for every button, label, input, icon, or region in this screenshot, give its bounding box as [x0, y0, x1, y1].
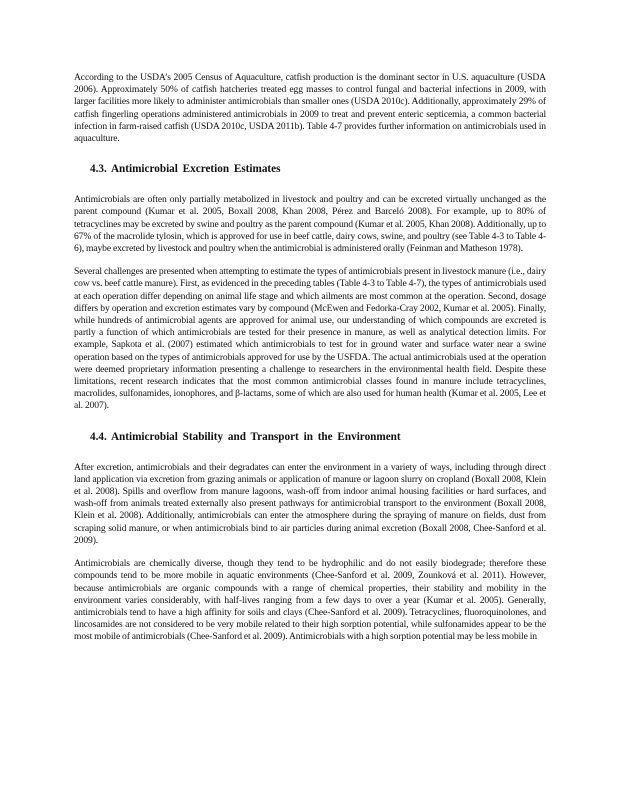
- document-body: [74, 72, 546, 644]
- paragraph-excretion-metabolism: Antimicrobials are often only partially metabolized in livestock and poultry and can be excreted virtually unchanged as the parent compound (Kumar et al. 2005, Boxall 2008, Khan 2008, Pérez and Barceló 2008). For example, up to 80% of tetracyclines may be excreted by swine and poultry as the parent compound (Kumar et al. 2005, Khan 2008). Additionally, up to 67% of the macrolide tylosin, which is approved for use in beef cattle, dairy cows, swine, and poultry (see Table 4-3 to Table 4-6), maybe excreted by livestock and poultry when the antimicrobial is administered orally (Feinman and Matheson 1978).: [74, 194, 546, 255]
- paragraph-transport-pathways: After excretion, antimicrobials and their degradates can enter the environment in a variety of ways, including through direct land application via excretion from grazing animals or application of manure or lagoon slurry on cropland (Boxall 2008, Klein et al. 2008). Spills and overflow from manure lagoons, wash-off from indoor animal housing facilities or hard surfaces, and wash-off from animals treated externally also present pathways for antimicrobial transport to the environment (Boxall 2008, Klein et al. 2008). Additionally, antimicrobials can enter the atmosphere during the spraying of manure on fields, dust from scraping solid manure, or when antimicrobials bind to air particles during animal excretion (Boxall 2008, Chee-Sanford et al. 2009).: [74, 461, 546, 546]
- paragraph-chemical-diversity: Antimicrobials are chemically diverse, though they tend to be hydrophilic and do not easily biodegrade; therefore these compounds tend to be more mobile in aquatic environments (Chee-Sanford et al. 2009, Zounková et al. 2011). However, because antimicrobials are organic compounds with a range of chemical properties, their stability and mobility in the environment varies considerably, with half-lives ranging from a few days to over a year (Kumar et al. 2005). Generally, antimicrobials tend to have a high affinity for soils and clays (Chee-Sanford et al. 2009). Tetracyclines, fluoroquinolones, and lincosamides are not considered to be very mobile related to their high sorption potential, while sulfonamides appear to be the most mobile of antimicrobials (Chee-Sanford et al. 2009). Antimicrobials with a high sorption potential may be less mobile in: [74, 558, 546, 643]
- section-heading-stability-transport: 4.4. Antimicrobial Stability and Transport in the Environment: [90, 430, 401, 443]
- section-heading-excretion-estimates: 4.3. Antimicrobial Excretion Estimates: [90, 163, 281, 176]
- paragraph-excretion-challenges: Several challenges are presented when attempting to estimate the types of antimicrobials present in livestock manure (i.e., dairy cow vs. beef cattle manure). First, as evidenced in the preceding tables (Table 4-3 to Table 4-7), the types of antimicrobials used at each operation differ depending on animal life stage and which ailments are most common at the operation. Second, dosage differs by operation and excretion estimates vary by compound (McEwen and Fedorka-Cray 2002, Kumar et al. 2005). Finally, while hundreds of antimicrobial agents are approved for animal use, our understanding of which compounds are excreted is partly a function of which antimicrobials are tested for their presence in manure, as well as analytical detection limits. For example, Sapkota et al. (2007) estimated which antimicrobials to test for in ground water and surface water near a swine operation based on the types of antimicrobials approved for use by the USFDA. The actual antimicrobials used at the operation were deemed proprietary information presenting a challenge to researchers in the environmental health field. Despite these limitations, recent research indicates that the most common antimicrobial classes found in manure include tetracyclines, macrolides, sulfonamides, ionophores, and β-lactams, some of which are also used for human health (Kumar et al. 2005, Lee et al. 2007).: [74, 266, 546, 412]
- paragraph-catfish-aquaculture: According to the USDA’s 2005 Census of Aquaculture, catfish production is the dominant sector in U.S. aquaculture (USDA 2006). Approximately 50% of catfish hatcheries treated egg masses to control fungal and bacterial infections in 2009, with larger facilities more likely to administer antimicrobials than smaller ones (USDA 2010c). Additionally, approximately 29% of catfish fingerling operations administered antimicrobials in 2009 to treat and prevent enteric septicemia, a common bacterial infection in farm-raised catfish (USDA 2010c, USDA 2011b). Table 4-7 provides further information on antimicrobials used in aquaculture.: [74, 72, 546, 145]
